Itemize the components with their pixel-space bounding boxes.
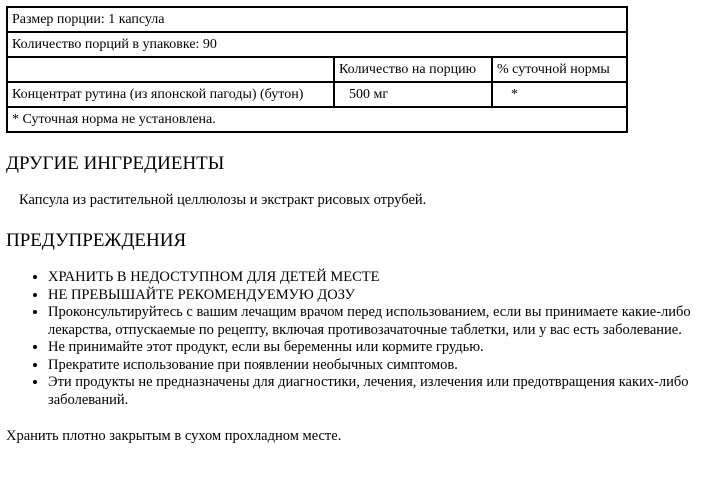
other-ingredients-heading: ДРУГИЕ ИНГРЕДИЕНТЫ (6, 153, 225, 174)
other-ingredients-text: Капсула из растительной целлюлозы и экстракт рисовых отрубей. (19, 192, 427, 208)
header-amount: Количество на порцию (334, 57, 492, 82)
ingredient-amount: 500 мг (334, 82, 492, 107)
ingredient-daily-value: * (492, 82, 627, 107)
list-item: • Эти продукты не предназначены для диагностики, лечения, излечения или предотвращения каких-либо заболеваний. (48, 374, 706, 409)
ingredient-name: Концентрат рутина (из японской пагоды) (бутон) (7, 82, 334, 107)
servings-per-container: Количество порций в упаковке: 90 (7, 32, 627, 57)
table-row (7, 7, 627, 32)
list-item: • НЕ ПРЕВЫШАЙТЕ РЕКОМЕНДУЕМУЮ ДОЗУ (48, 287, 706, 305)
supplement-facts-table (6, 6, 628, 133)
header-daily-value: % суточной нормы (492, 57, 627, 82)
empty-header-cell (7, 57, 334, 82)
warnings-heading: ПРЕДУПРЕЖДЕНИЯ (6, 230, 187, 251)
storage-note: Хранить плотно закрытым в сухом прохладном месте. (6, 428, 342, 444)
list-item: • Не принимайте этот продукт, если вы беременны или кормите грудью. (48, 339, 706, 357)
serving-size: Размер порции: 1 капсула (7, 7, 627, 32)
table-footnote: * Суточная норма не установлена. (7, 107, 627, 132)
list-item: • Прекратите использование при появлении необычных симптомов. (48, 357, 706, 375)
table-row (7, 82, 627, 107)
table-row (7, 32, 627, 57)
table-header-row (7, 57, 627, 82)
warnings-list (6, 269, 706, 409)
list-item: • Проконсультируйтесь с вашим лечащим врачом перед использованием, если вы принимаете какие-либо лекарства, отпускаемые по рецепту, включая противозачаточные таблетки, или у вас есть заболевание. (48, 304, 706, 339)
list-item: • ХРАНИТЬ В НЕДОСТУПНОМ ДЛЯ ДЕТЕЙ МЕСТЕ (48, 269, 706, 287)
table-row (7, 107, 627, 132)
